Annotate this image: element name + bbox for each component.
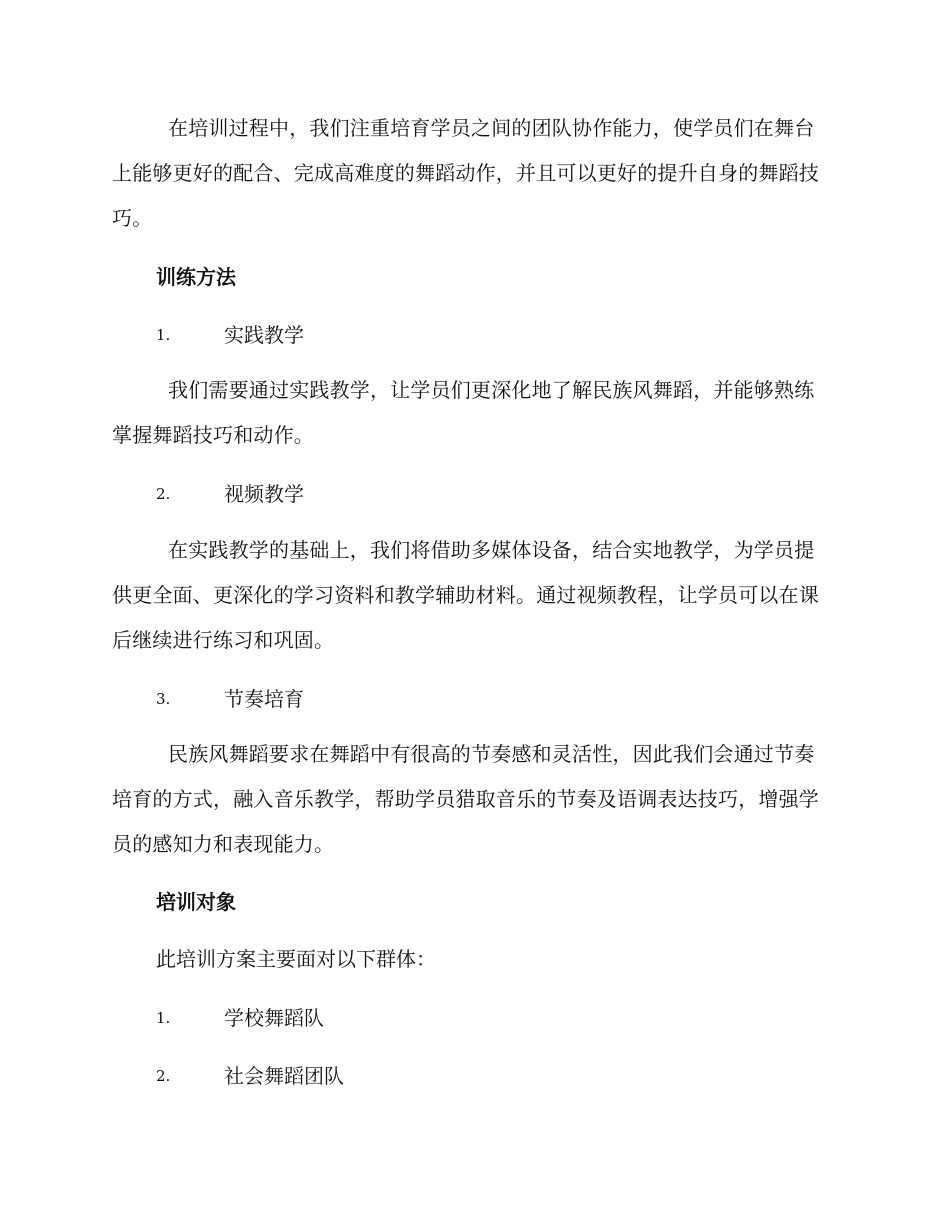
section-heading-methods: 训练方法 (156, 265, 236, 289)
list-number: 2. (156, 1067, 171, 1085)
intro-paragraph: 在培训过程中，我们注重培育学员之间的团队协作能力，使学员们在舞台上能够更好的配合、完成高难度的舞蹈动作，并且可以更好的提升自身的舞蹈技巧。 (112, 116, 819, 230)
method-description-2: 在实践教学的基础上，我们将借助多媒体设备，结合实地教学，为学员提供更全面、更深化的学习资料和教学辅助材料。通过视频教程，让学员可以在课后继续进行练习和巩固。 (112, 538, 819, 652)
method-description-1: 我们需要通过实践教学，让学员们更深化地了解民族风舞蹈，并能够熟练掌握舞蹈技巧和动作。 (112, 378, 815, 447)
list-number: 1. (156, 1009, 171, 1027)
target-title: 社会舞蹈团队 (224, 1064, 344, 1088)
list-number: 2. (156, 485, 171, 503)
method-title: 视频教学 (224, 482, 304, 506)
method-description-3: 民族风舞蹈要求在舞蹈中有很高的节奏感和灵活性，因此我们会通过节奏培育的方式，融入音乐教学，帮助学员猎取音乐的节奏及语调表达技巧，增强学员的感知力和表现能力。 (112, 742, 819, 856)
list-number: 3. (156, 690, 171, 708)
target-title: 学校舞蹈队 (224, 1006, 324, 1030)
targets-lead-text: 此培训方案主要面对以下群体： (156, 947, 436, 971)
section-heading-targets: 培训对象 (156, 890, 236, 914)
method-title: 节奏培育 (224, 687, 304, 711)
list-number: 1. (156, 326, 171, 344)
method-title: 实践教学 (224, 323, 304, 347)
